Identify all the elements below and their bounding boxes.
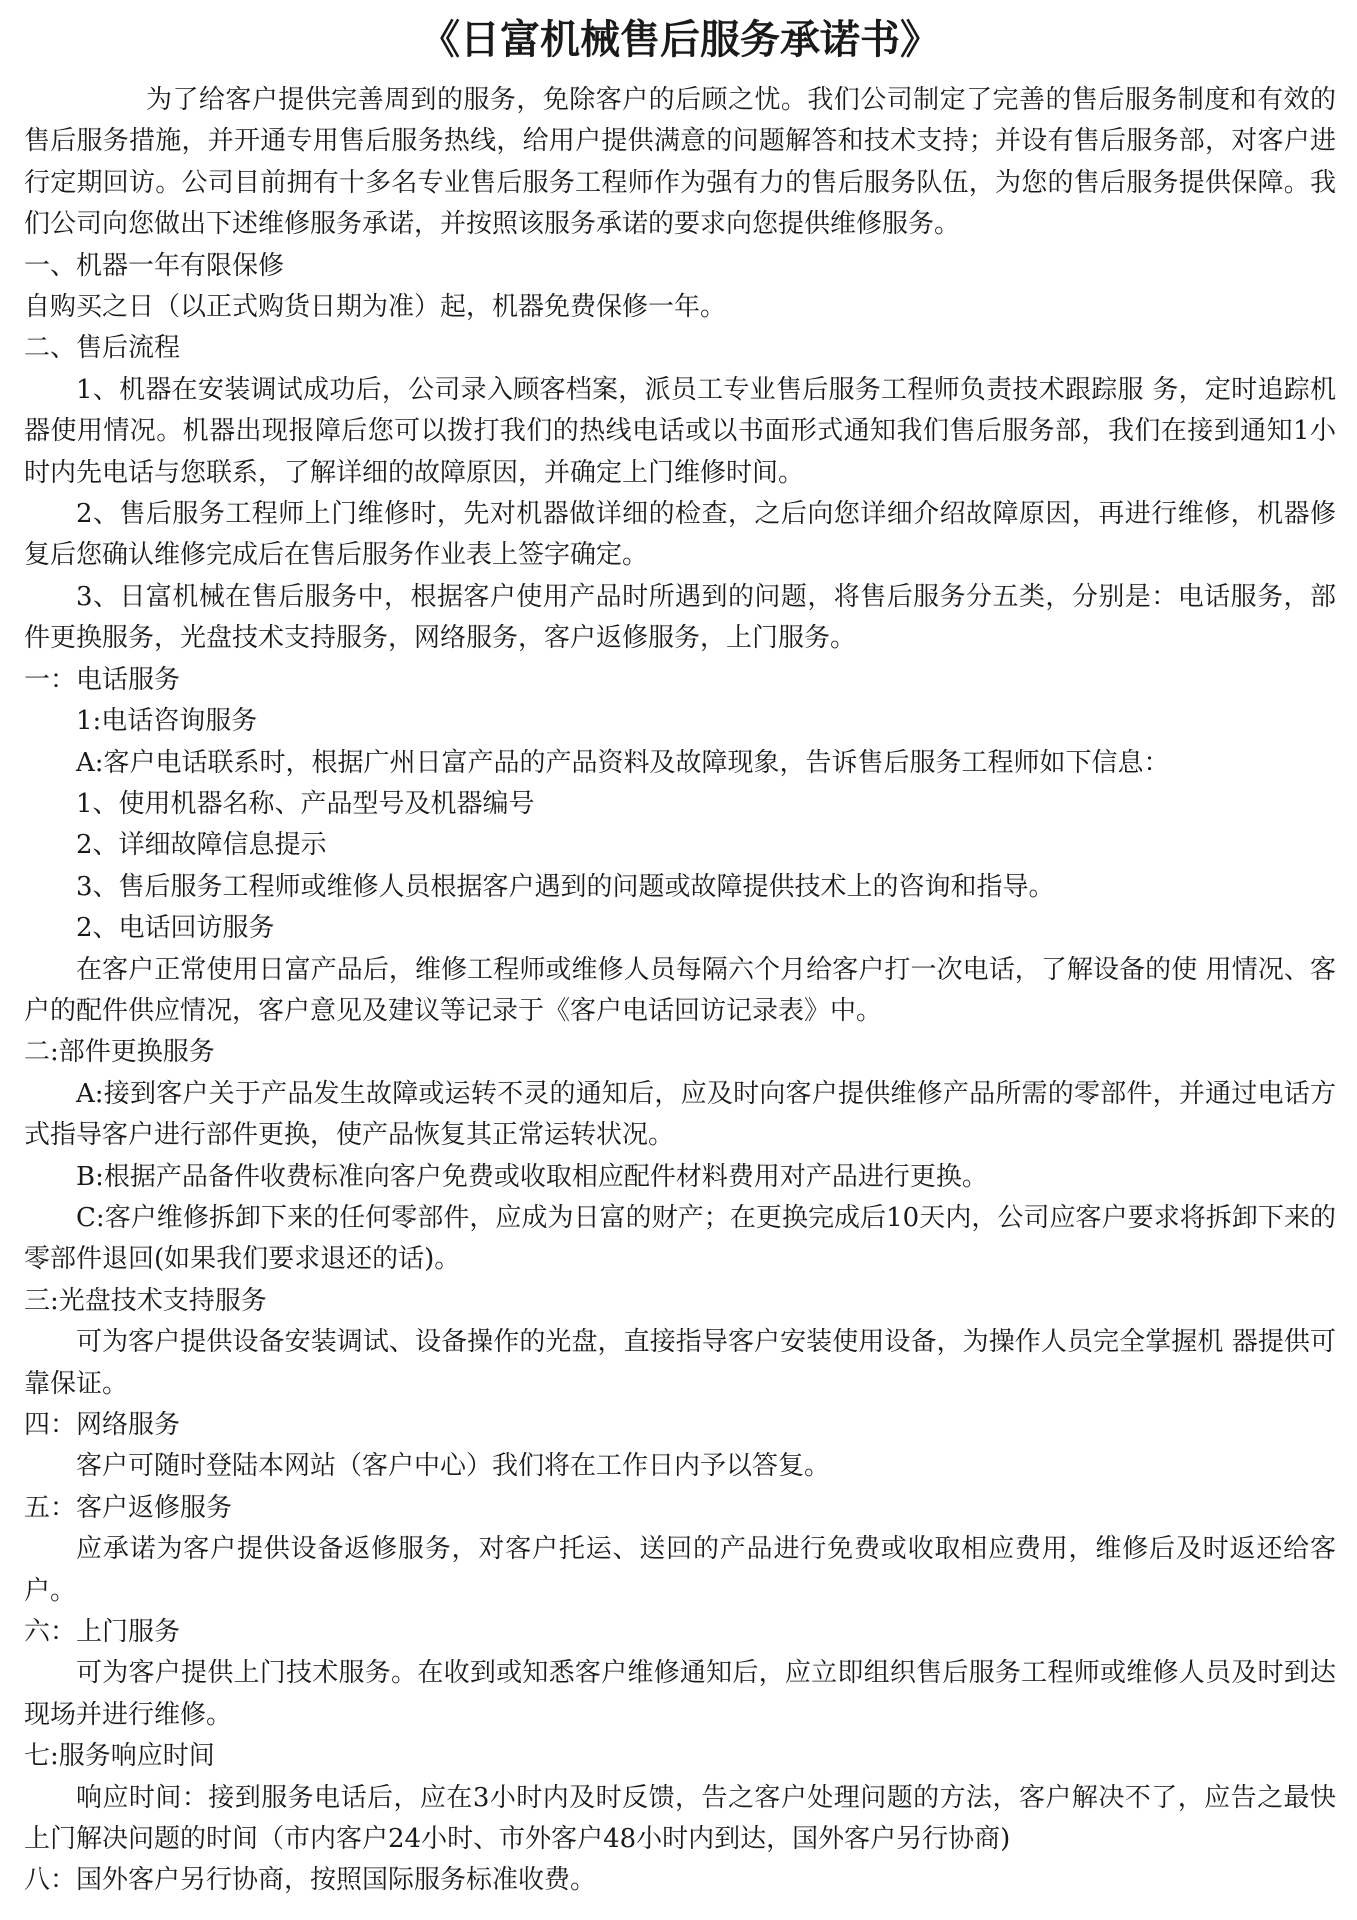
foreign-customer-text: 八：国外客户另行协商，按照国际服务标准收费。 (24, 1865, 597, 1896)
phone-consult-item-3: 3、售后服务工程师或维修人员根据客户遇到的问题或故障提供技术上的咨询和指导。 (76, 871, 1055, 902)
response-time-heading: 七:服务响应时间 (24, 1741, 215, 1772)
parts-item-b: B:根据产品备件收费标准向客户免费或收取相应配件材料费用对产品进行更换。 (76, 1161, 988, 1192)
network-service-text: 客户可随时登陆本网站（客户中心）我们将在工作日内予以答复。 (76, 1451, 831, 1482)
document (24, 14, 1336, 1902)
section-warranty-heading: 一、机器一年有限保修 (24, 250, 285, 281)
section-process-heading: 二、售后流程 (24, 333, 181, 364)
process-paragraph-3: 3、日富机械在售后服务中，根据客户使用产品时所遇到的问题，将售后服务分五类，分别是：电话服务，部件更换服务，光盘技术支持服务，网络服务，客户返修服务，上门服务。 (24, 581, 1336, 654)
phone-callback-text: 在客户正常使用日富产品后，维修工程师或维修人员每隔六个月给客户打一次电话，了解设备的使 用情况、客户的配件供应情况，客户意见及建议等记录于《客户电话回访记录表》中。 (24, 954, 1336, 1026)
phone-consult-a: A:客户电话联系时，根据广州日富产品的产品资料及故障现象，告诉售后服务工程师如下信息： (76, 747, 1170, 778)
intro-paragraph: 为了给客户提供完善周到的服务，免除客户的后顾之忧。我们公司制定了完善的售后服务制度和有效的售后服务措施，并开通专用售后服务热线，给用户提供满意的问题解答和技术支持；并设有售后服务部，对客户进行定期回访。公司目前拥有十多名专业售后服务工程师作为强有力的售后服务队伍，为您的售后服务提供保障。我们公司向您做出下述维修服务承诺，并按照该服务承诺的要求向您提供维修服务。 (24, 85, 1336, 240)
phone-callback-heading: 2、电话回访服务 (76, 913, 275, 944)
phone-consult-item-1: 1、使用机器名称、产品型号及机器编号 (76, 788, 535, 819)
disc-support-heading: 三:光盘技术支持服务 (24, 1285, 267, 1316)
response-time-text: 响应时间：接到服务电话后，应在3小时内及时反馈，告之客户处理问题的方法，客户解决不了，应告之最快上门解决问题的时间（市内客户24小时、市外客户48小时内到达，国外客户另行协商) (24, 1782, 1336, 1855)
network-service-heading: 四：网络服务 (24, 1410, 181, 1440)
process-paragraph-2: 2、售后服务工程师上门维修时，先对机器做详细的检查，之后向您详细介绍故障原因，再进行维修，机器修复后您确认维修完成后在售后服务作业表上签字确定。 (24, 499, 1336, 571)
onsite-service-heading: 六：上门服务 (24, 1617, 181, 1648)
onsite-service-text: 可为客户提供上门技术服务。在收到或知悉客户维修通知后，应立即组织售后服务工程师或维修人员及时到达现场并进行维修。 (24, 1658, 1336, 1730)
section-warranty-text: 自购买之日（以正式购货日期为准）起，机器免费保修一年。 (24, 292, 727, 323)
process-paragraph-1: 1、机器在安装调试成功后，公司录入顾客档案，派员工专业售后服务工程师负责技术跟踪服 务，定时追踪机器使用情况。机器出现报障后您可以拨打我们的热线电话或以书面形式通知我们售后服务部，我们在接到通知1小时内先电话与您联系，了解详细的故障原因，并确定上门维修时间。 (24, 374, 1336, 488)
repair-service-text: 应承诺为客户提供设备返修服务，对客户托运、送回的产品进行免费或收取相应费用，维修后及时返还给客户。 (24, 1534, 1336, 1606)
parts-item-a: A:接到客户关于产品发生故障或运转不灵的通知后，应及时向客户提供维修产品所需的零部件，并通过电话方式指导客户进行部件更换，使产品恢复其正常运转状况。 (24, 1078, 1336, 1151)
disc-support-text: 可为客户提供设备安装调试、设备操作的光盘，直接指导客户安装使用设备，为操作人员完全掌握机 器提供可靠保证。 (24, 1327, 1336, 1399)
parts-item-c: C:客户维修拆卸下来的任何零部件，应成为日富的财产；在更换完成后10天内，公司应客户要求将拆卸下来的零部件退回(如果我们要求退还的话)。 (24, 1202, 1336, 1275)
phone-service-heading: 一：电话服务 (24, 664, 181, 695)
repair-service-heading: 五：客户返修服务 (24, 1492, 233, 1523)
phone-consult-item-2: 2、详细故障信息提示 (76, 830, 327, 861)
document-title: 《日富机械售后服务承诺书》 (420, 16, 940, 63)
phone-consult-heading: 1:电话咨询服务 (76, 706, 258, 737)
parts-service-heading: 二:部件更换服务 (24, 1037, 215, 1068)
